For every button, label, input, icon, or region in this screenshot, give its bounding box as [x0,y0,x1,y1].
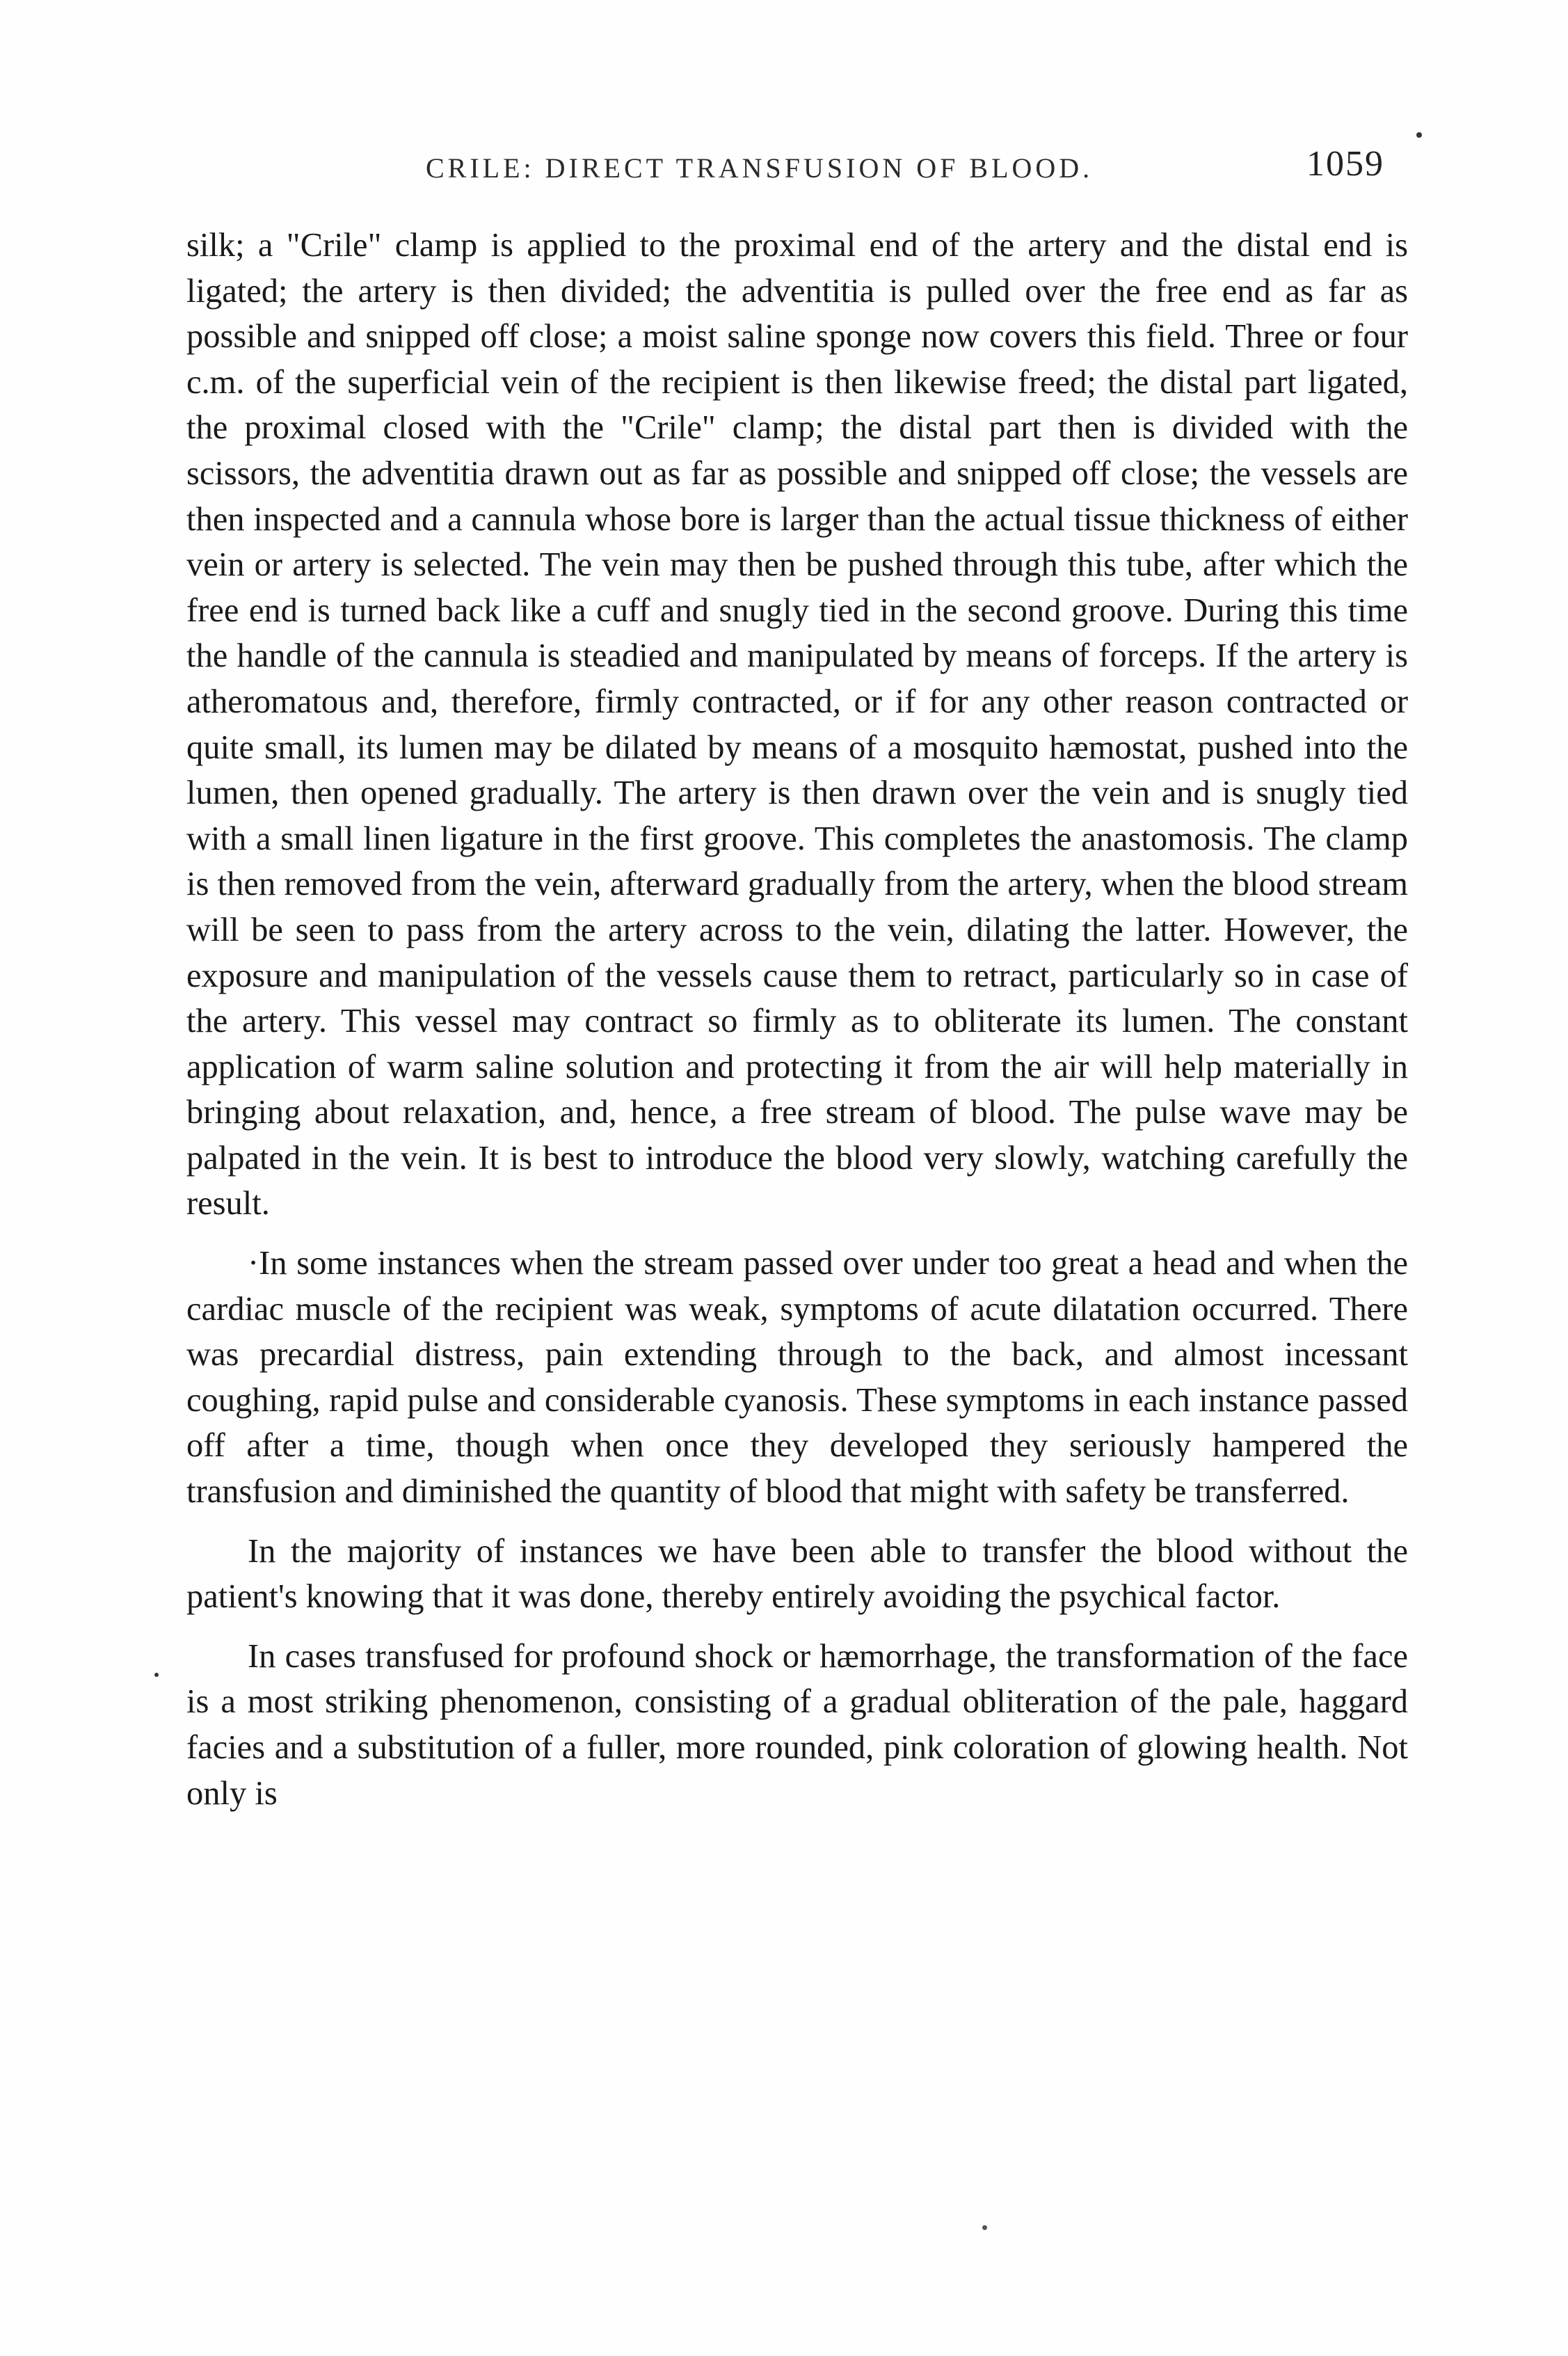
paragraph-symptoms: ·In some instances when the stream passed over under too great a head and when the cardiac muscle of the recipient was weak, symptoms of acute dilatation occurred. There was precardial distress, pain extending through to the back, and almost incessant coughing, rapid pulse and considerable cyanosis. These symptoms in each instance passed off after a time, though when once they developed they seriously hampered the transfusion and diminished the quantity of blood that might with safety be transferred. [186,1245,1408,1511]
running-header-title: CRILE: DIRECT TRANSFUSION OF BLOOD. [426,152,1094,184]
paragraph-continuation: silk; a "Crile" clamp is applied to the proximal end of the artery and the distal end is ligated; the artery is then divided; the adventitia is pulled over the free end as far as possible and snipped off close; a moist saline sponge now covers this field. Three or four c.m. of the superficial vein of the recipient is then likewise freed; the distal part ligated, the proximal closed with the "Crile" clamp; the distal part then is divided with the scissors, the adventitia drawn out as far as possible and snipped off close; the vessels are then inspected and a cannula whose bore is larger than the actual tissue thickness of either vein or artery is selected. The vein may then be pushed through this tube, after which the free end is turned back like a cuff and snugly tied in the second groove. During this time the handle of the cannula is steadied and manipulated by means of forceps. If the artery is atheromatous and, therefore, firmly contracted, or if for any other reason contracted or quite small, its lumen may be dilated by means of a mosquito hæmostat, pushed into the lumen, then opened gradually. The artery is then drawn over the vein and is snugly tied with a small linen ligature in the first groove. This completes the anastomosis. The clamp is then removed from the vein, afterward gradually from the artery, when the blood stream will be seen to pass from the artery across to the vein, dilating the latter. However, the exposure and manipulation of the vessels cause them to retract, particularly so in case of the artery. This vessel may contract so firmly as to obliterate its lumen. The constant application of warm saline solution and protecting it from the air will help materially in bringing about relaxation, and, hence, a free stream of blood. The pulse wave may be palpated in the vein. It is best to introduce the blood very slowly, watching carefully the result. [186,227,1408,1223]
bottom-speck [982,2225,987,2230]
paragraph-psychical-factor: In the majority of instances we have been able to transfer the blood without the patient's knowing that it was done, thereby entirely avoiding the psychical factor. [186,1532,1408,1616]
margin-speck [154,1673,159,1677]
page-number: 1059 [1306,144,1384,184]
body-text [186,223,1408,1816]
paragraph-transformation: In cases transfused for profound shock or hæmorrhage, the transformation of the face is a most striking phenomenon, consisting of a gradual obliteration of the pale, haggard facies and a substitution of a fuller, more rounded, pink coloration of glowing health. Not only is [186,1637,1408,1812]
print-speck [1416,132,1422,138]
